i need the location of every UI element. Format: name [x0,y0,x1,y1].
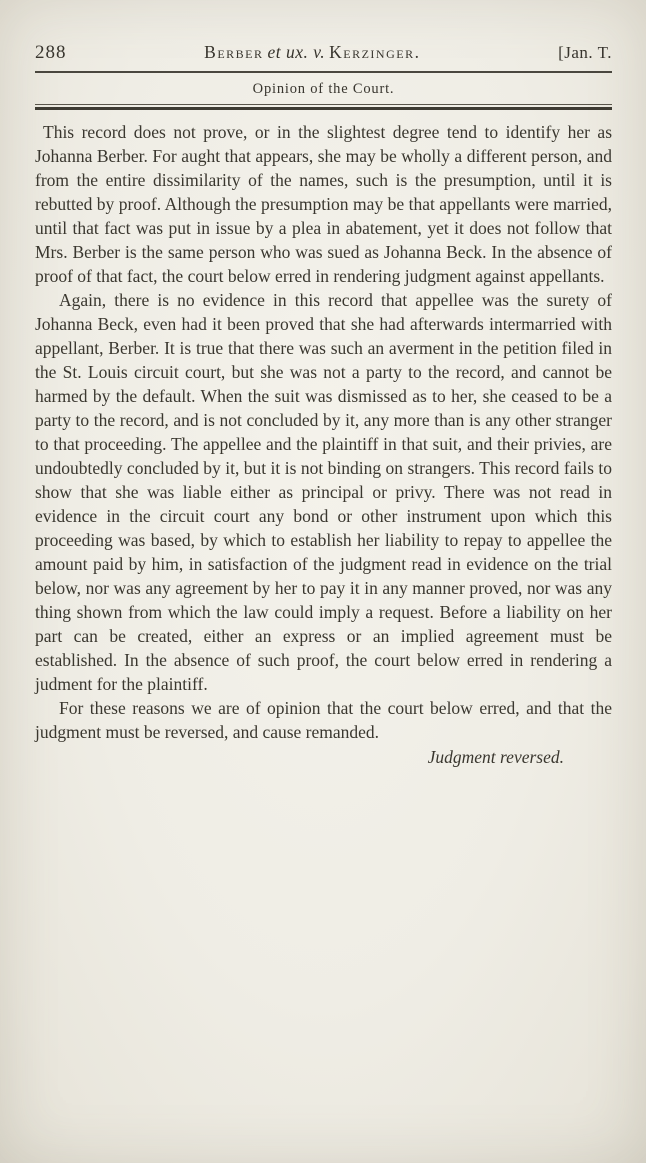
case-name-first: Berber [204,42,264,62]
paragraph-2: Again, there is no evidence in this record that appellee was the surety of Johanna Beck, even had it been proved that she had afterwards intermarried with appellant, Berber. It is true that there was such an averment in the petition filed in the St. Louis circuit court, but she was not a party to the record, and cannot be harmed by the default. When the suit was dismissed as to her, she ceased to be a party to the record, and is not concluded by it, any more than is any other stranger to that proceeding. The appellee and the plaintiff in that suit, and their privies, are undoubtedly concluded by it, but it is not binding on strangers. This record fails to show that she was liable either as principal or privy. There was not read in evidence in the circuit court any bond or other instrument upon which this proceeding was based, by which to establish her liability to repay to appellee the amount paid by him, in satisfaction of the judgment read in evidence on the trial below, nor was any agreement by her to pay it in any manner proved, nor was any thing shown from which the law could imply a request. Before a liability on her part can be created, either an express or an implied agreement must be established. In the absence of such proof, the court below erred in rendering a judment for the plaintiff. [35,290,612,694]
closing-line: Judgment reversed. [427,747,564,767]
paragraph-3: For these reasons we are of opinion that the court below erred, and that the judgment must be reversed, and cause remanded. [35,698,612,742]
opinion-body [35,120,612,769]
section-rule-thick [35,107,612,110]
paragraph-1: This record does not prove, or in the slightest degree tend to identify her as Johanna Berber. For aught that appears, she may be wholly a different person, and from the entire dissimilarity of the names, such is the presumption, until it is rebutted by proof. Although the presumption may be that appellants were married, until that fact was put in issue by a plea in abatement, yet it does not follow that Mrs. Berber is the same person who was sued as Johanna Beck. In the absence of proof of that fact, the court below erred in rendering judgment against appellants. [35,122,612,286]
header-rule [35,71,612,73]
section-heading: Opinion of the Court. [252,81,395,97]
case-name-middle: et ux. v. [267,42,326,62]
page-number: 288 [35,42,67,63]
section-rule-thin [35,104,612,105]
case-name-last: Kerzinger. [329,42,421,62]
section-rule [35,104,612,110]
running-head [204,42,420,63]
term-label: [Jan. T. [558,43,612,62]
page-header [35,42,612,64]
